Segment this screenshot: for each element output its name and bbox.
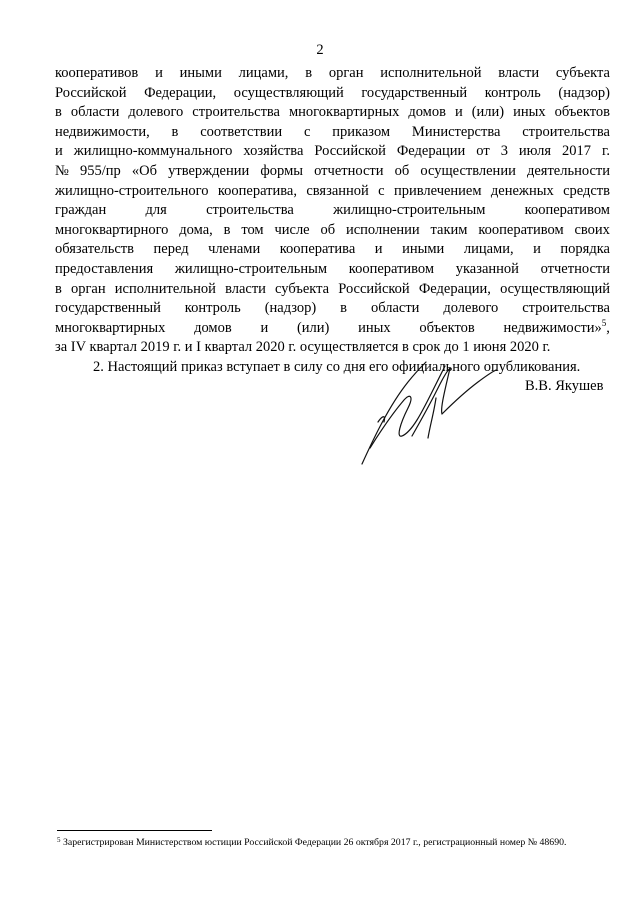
text-line [55,103,610,123]
word [556,64,610,84]
word [168,162,249,182]
word [155,64,163,84]
word-text: жилищно-строительного [55,182,209,199]
word [305,64,312,84]
text-line [55,64,610,84]
line-text: 2. Настоящий приказ вступает в силу со дня его официального опубликования. [93,358,581,375]
footnote-separator [57,830,212,831]
word [55,299,161,319]
word [346,221,420,241]
word [455,103,463,123]
word [194,319,232,339]
word [541,260,610,280]
word-text: домов [194,319,232,336]
word-text: в [223,221,231,238]
word-text: многоквартирных [55,319,166,336]
word [408,103,446,123]
word-text: об [394,162,410,179]
word [320,221,335,241]
word [314,162,383,182]
word [338,280,409,300]
word [71,280,106,300]
word-text: членами [208,241,261,258]
word [371,299,419,319]
word-text: строительства [522,300,610,317]
word [333,201,485,221]
text-line [55,260,610,280]
word-text: домов [408,104,446,121]
word [55,221,168,241]
word-text: Федерации, [144,84,217,101]
line-text: за IV квартал 2019 г. и I квартал 2020 г. осуществляется в срок до 1 июня 2020 г. [55,339,551,356]
word-text: иными [179,65,222,81]
word-text: «Об [131,162,157,179]
word [562,142,591,162]
word-text: жилищно-строительным [174,260,328,277]
word [180,64,222,84]
word-text: денежных [490,182,554,199]
word [239,64,289,84]
word-text: кооперативом [524,202,610,219]
word [419,280,491,300]
word [563,182,610,202]
word-text: Федерации, [418,280,491,297]
word-text: и [454,104,463,121]
word-text: в [55,280,62,297]
word-text: Министерства [411,123,501,140]
word-text: осуществляющий [500,280,610,297]
word [472,103,504,123]
word-text: объектов [419,319,475,336]
word [200,123,282,143]
word [128,103,183,123]
word-text: иных [513,104,546,121]
word [225,280,266,300]
word [55,142,63,162]
word-text: 955/пр [79,162,121,179]
text-line [55,240,610,260]
word-text: области [70,104,120,121]
word [412,123,501,143]
word-text: (или) [471,104,505,121]
punctuation: , [606,319,610,336]
word [243,142,303,162]
word-text: утверждении [168,162,250,179]
text-line [55,84,610,104]
word-text: и [55,143,63,160]
word [274,221,309,241]
word [71,103,119,123]
word [234,84,344,104]
word [419,319,474,339]
word-text: и [260,319,269,336]
text-line [55,221,610,241]
word [443,299,498,319]
word-text: в [171,123,179,140]
word [241,221,263,241]
word-text: исполнении [345,221,420,238]
footnote [57,837,617,849]
word [218,182,297,202]
word-text: отчетности [314,162,384,179]
word-text: кооперативом [348,260,435,277]
word [500,280,610,300]
word-text: контроль [484,84,541,101]
word [115,280,216,300]
word [55,240,134,260]
word-text: формы [260,162,303,179]
word [332,123,390,143]
word-text: июля [518,143,552,160]
word-text: указанной [455,260,519,277]
word [55,201,106,221]
text-line [55,123,610,143]
word-text: отчетности [540,260,610,277]
word [55,182,208,202]
word [172,123,179,143]
word [503,319,609,339]
word [80,162,121,182]
word [574,221,609,241]
word [602,142,610,162]
word [558,84,610,104]
word-text: государственный [361,84,468,101]
word-text: власти [498,65,540,81]
word-text: 2017 [562,143,592,160]
word-text: в [305,65,313,81]
word [525,201,610,221]
word-text: власти [225,280,266,297]
footnote-reference: 5 [601,317,607,328]
word-text: обязательств [55,241,134,258]
word [501,142,508,162]
word [420,162,515,182]
word-text: приказом [332,123,391,140]
footnote-marker: 5 [57,836,61,844]
text-line [55,338,610,358]
word [265,299,317,319]
word [349,260,434,280]
word-text: исполнительной [380,65,482,81]
word [555,103,610,123]
text-line [55,299,610,319]
word-text: строительства [206,202,294,219]
word-text: том [241,221,264,238]
word [297,319,329,339]
word [175,260,327,280]
word-text: объектов [554,104,610,121]
word [206,201,294,221]
word-text: предоставления [55,260,154,277]
text-line [55,162,610,182]
word-text: жилищно-строительным [333,202,486,219]
word-text: граждан [55,202,107,219]
signatory-name: В.В. Якушев [525,378,604,394]
word-text: перед [153,241,189,258]
word-text: многоквартирных [289,104,400,121]
word-text: и [374,241,383,258]
word [275,280,329,300]
word-text: орган [328,65,364,81]
text-line [55,142,610,162]
word-text: кооперативов [55,65,139,81]
word [380,64,481,84]
word-text: своих [574,221,610,238]
word [397,142,465,162]
word [192,103,280,123]
word [280,240,356,260]
word-text: осуществлении [420,162,516,179]
word-text: г. [602,143,610,160]
word [375,240,383,260]
word-text: иных [358,319,391,336]
word-text: кооператива, [217,182,297,199]
word [340,299,347,319]
word [224,221,231,241]
word-text: области [370,300,420,317]
word [55,84,126,104]
word-text: лицами, [238,65,289,81]
word-text: в [340,300,348,317]
text-line [55,358,610,378]
word [476,142,489,162]
word-text: с [304,123,311,140]
word [144,84,216,104]
word [485,84,541,104]
word-text: соответствии [200,123,283,140]
footnote-text: Зарегистрирован Министерством юстиции Российской Федерации 26 октября 2017 г., регистрационный номер № 48690. [62,837,567,848]
word [55,162,69,182]
word [306,182,368,202]
text-line [55,201,610,221]
word [394,182,482,202]
word-text: жилищно-коммунального [73,143,233,160]
word [260,162,303,182]
word-text: (или) [296,319,330,336]
word-text: иными [402,241,445,258]
word [55,123,150,143]
word-text: порядка [560,241,610,258]
word-text: долевого [443,300,499,317]
word-text: государственный [55,300,161,317]
text-line [55,319,610,339]
word-text: (надзор) [264,300,317,317]
word [456,260,519,280]
word-text: Российской [55,84,127,101]
body-text [55,64,610,378]
word [208,240,260,260]
word-text: для [145,202,167,219]
word [146,201,167,221]
word-text: кооператива [279,241,356,258]
word-text: деятельности [526,162,610,179]
text-line [55,280,610,300]
word [55,64,138,84]
word [522,299,610,319]
word-text: осуществляющий [233,84,344,101]
word [519,142,551,162]
word-text: и [533,241,541,258]
word [132,162,157,182]
word-text: исполнительной [114,280,216,297]
word [55,260,153,280]
page-number: 2 [316,42,324,58]
word [74,142,233,162]
word-text: средств [563,182,610,199]
word [55,280,62,300]
word-text: в [55,104,62,121]
word-text: строительства [192,104,280,121]
word [402,240,444,260]
word-text: таким [430,221,468,238]
word [431,221,468,241]
word [179,221,213,241]
word [154,240,189,260]
word [329,64,364,84]
word [491,182,554,202]
word [361,84,467,104]
word-text: недвижимости» [503,319,602,336]
text-line [55,182,610,202]
word-text: хозяйства [243,143,304,160]
word-text: контроль [184,300,241,317]
handwritten-signature [350,352,500,472]
word [464,240,514,260]
word-text: Российской [338,280,410,297]
word [260,319,268,339]
word-text: об [320,221,336,238]
word [55,103,62,123]
word [522,123,610,143]
word [527,162,610,182]
word-text: субъекта [275,280,330,297]
word [560,240,610,260]
word-text: дома, [179,221,213,238]
word-text: 3 [500,143,508,160]
word [358,319,391,339]
word-text: субъекта [555,65,610,81]
word [478,221,563,241]
word [55,319,165,339]
word [378,182,384,202]
word-text: Федерации [396,143,466,160]
word [289,103,399,123]
word [314,142,385,162]
word-text: (надзор) [558,84,610,101]
word [533,240,541,260]
word-text: долевого [128,104,184,121]
word [498,64,539,84]
word-text: и [155,65,163,81]
word [304,123,310,143]
word-text: числе [274,221,310,238]
word [395,162,410,182]
word [513,103,546,123]
word-text: с [378,182,385,199]
word-text: многоквартирного [55,221,169,238]
word-text: от [476,143,490,160]
word-text: строительства [522,123,610,140]
word-text: № [55,162,69,179]
word-text: привлечением [393,182,482,199]
word-text: лицами, [463,241,514,258]
word-text: кооперативом [478,221,564,238]
word [185,299,241,319]
word-text: Российской [314,143,386,160]
word-text: связанной [306,182,369,199]
word-text: орган [70,280,106,297]
word-text: недвижимости, [55,123,150,140]
